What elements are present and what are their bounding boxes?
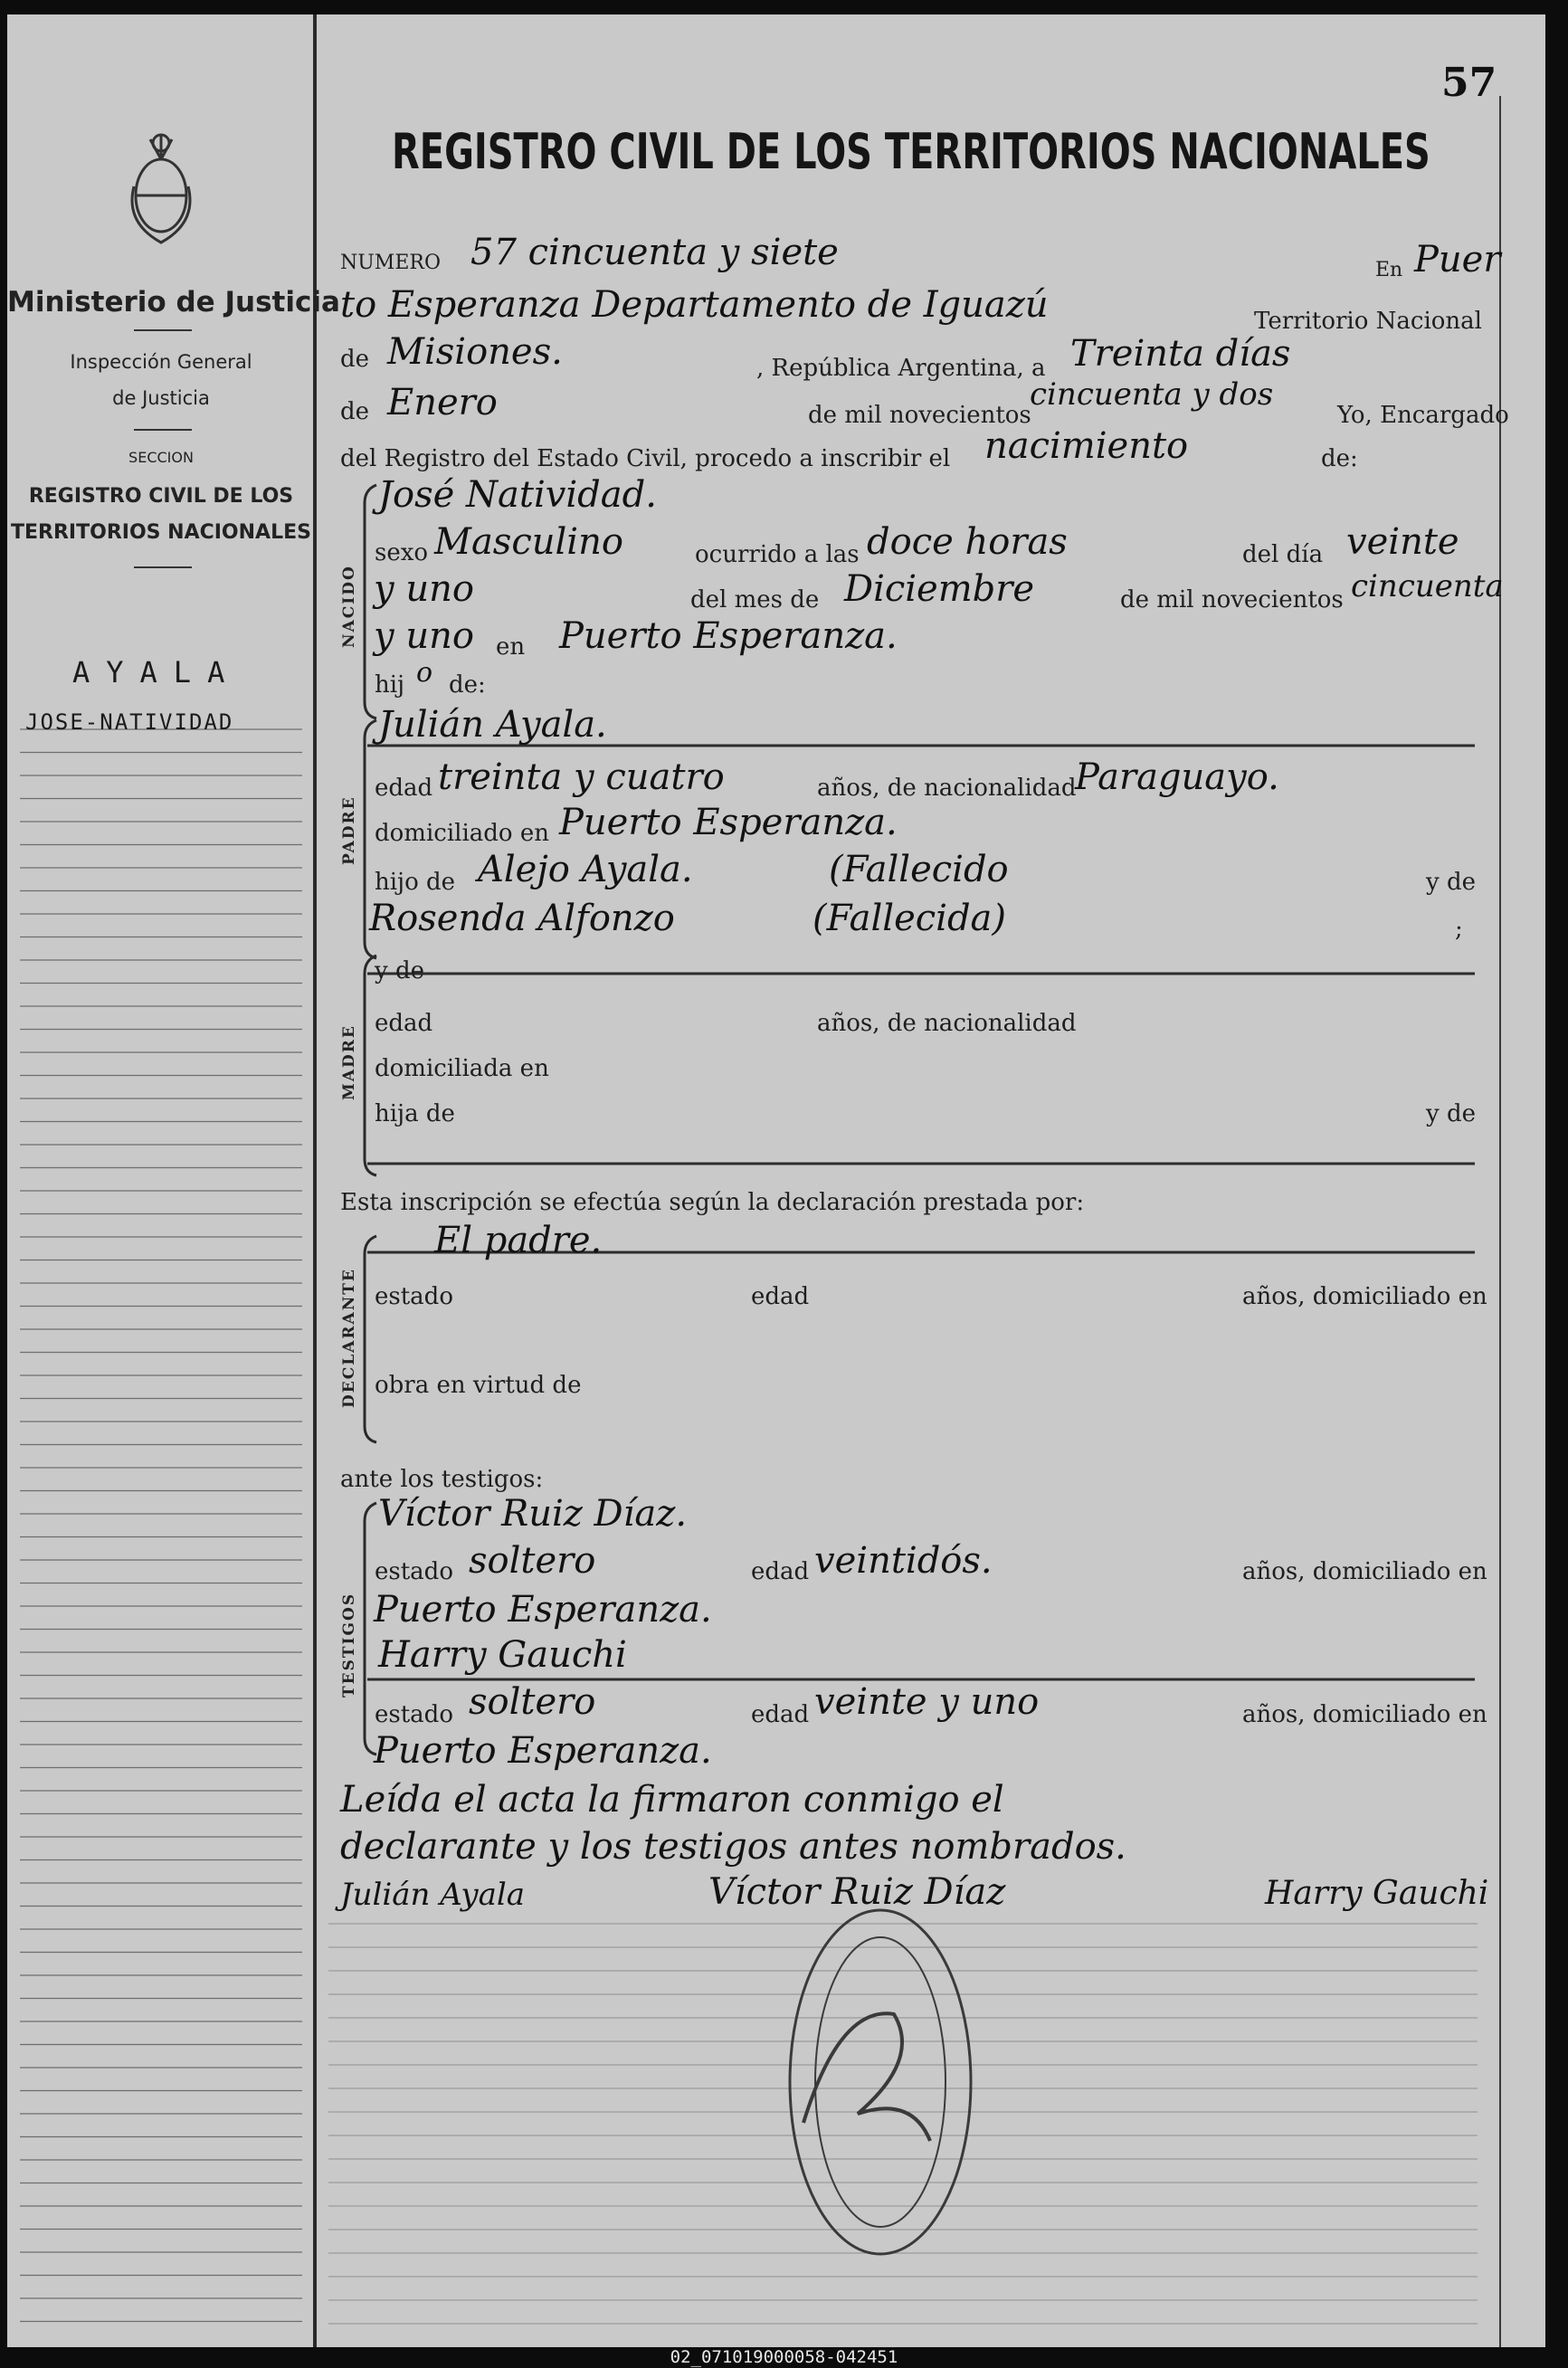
label-edad-t2: edad [751, 1701, 810, 1728]
section-label: SECCION [128, 449, 194, 466]
register-page [7, 14, 1545, 2347]
label-padre: PADRE [340, 795, 358, 865]
hw-month-birth: Diciembre [844, 568, 1035, 610]
label-edad-padre: edad [375, 775, 433, 802]
hw-witness2: Harry Gauchi [378, 1634, 627, 1676]
hw-sexo: Masculino [434, 521, 623, 563]
label-edad-decl: edad [751, 1283, 810, 1310]
label-anos-domic-t1: años, domiciliado en [1242, 1558, 1487, 1585]
label-ante-testigos: ante los testigos: [340, 1466, 544, 1493]
label-anos-nac-madre: años, de nacionalidad [817, 1010, 1077, 1037]
label-nacido: NACIDO [340, 565, 358, 648]
label-madre: MADRE [340, 1024, 358, 1100]
hw-witness2-estado: soltero [469, 1681, 596, 1723]
label-en: En [1375, 259, 1403, 281]
hw-father-mother-note: (Fallecida) [813, 898, 1007, 939]
hw-witness2-edad: veinte y uno [814, 1681, 1040, 1723]
hw-witness1-edad: veintidós. [814, 1540, 993, 1582]
label-domiciliado-padre: domiciliado en [375, 820, 549, 847]
label-del-dia: del día [1242, 541, 1324, 568]
label-sexo: sexo [375, 539, 429, 566]
inspection-line-2: de Justicia [112, 387, 210, 409]
hw-place-birth: Puerto Esperanza. [559, 615, 898, 657]
label-y-de-padre: y de [1426, 869, 1476, 896]
inspection-line-1: Inspección General [70, 351, 252, 373]
label-de-mil: de mil novecientos [808, 402, 1031, 429]
hw-closing-line-1: Leída el acta la firmaron conmigo el [340, 1779, 1004, 1821]
hw-year-birth: cincuenta [1351, 568, 1504, 604]
national-emblem-icon [132, 134, 190, 243]
page-number: 57 [1441, 60, 1497, 106]
index-surname: AYALA [72, 655, 242, 689]
registry-line-1: REGISTRO CIVIL DE LOS [28, 485, 294, 508]
hw-father-nat: Paraguayo. [1075, 756, 1279, 798]
hw-day: Treinta días [1070, 333, 1291, 375]
hw-territory: Misiones. [387, 331, 563, 373]
hw-year-birth-cont: y uno [374, 615, 474, 657]
label-semicolon: ; [1455, 916, 1463, 943]
label-de-2: de [340, 398, 370, 425]
index-given-names: JOSE-NATIVIDAD [25, 709, 234, 735]
hw-year: cincuenta y dos [1030, 376, 1274, 413]
label-domiciliada-en: domiciliada en [375, 1055, 549, 1082]
hw-father-mother: Rosenda Alfonzo [369, 898, 675, 939]
label-hijo-de: hijo de [375, 869, 456, 896]
hw-father-age: treinta y cuatro [438, 756, 725, 798]
hw-name: José Natividad. [378, 474, 657, 516]
label-territorio: Territorio Nacional [1254, 308, 1482, 335]
image-identifier: 02_071019000058-042451 [670, 2347, 898, 2367]
hw-witness1: Víctor Ruiz Díaz. [378, 1493, 688, 1535]
hw-declarant: El padre. [434, 1220, 603, 1261]
label-numero: NUMERO [340, 252, 441, 274]
label-del-mes: del mes de [690, 586, 820, 613]
label-del-registro: del Registro del Estado Civil, procedo a inscribir el [340, 445, 951, 472]
hw-day-birth-cont: y uno [374, 568, 474, 610]
label-republica: , República Argentina, a [756, 355, 1046, 382]
label-anos-nac-padre: años, de nacionalidad [817, 775, 1077, 802]
hw-hour: doce horas [867, 521, 1068, 563]
divider [134, 329, 192, 331]
label-testigos: TESTIGOS [340, 1592, 358, 1698]
ministry-name: Ministerio de Justicia [7, 286, 340, 319]
label-hija-de: hija de [375, 1100, 455, 1127]
hw-act: nacimiento [984, 425, 1189, 467]
label-y-de-madre-2: y de [1426, 1100, 1476, 1127]
hw-hij-suffix: o [416, 657, 433, 689]
hw-father-father: Alejo Ayala. [478, 849, 693, 890]
hw-father-dom: Puerto Esperanza. [559, 802, 898, 843]
registry-seal-icon [790, 1910, 971, 2254]
hw-closing-line-2: declarante y los testigos antes nombrados. [340, 1826, 1126, 1868]
label-hij: hij [375, 671, 405, 699]
divider [134, 429, 192, 431]
label-de-colon: de: [1321, 445, 1358, 472]
hw-day-birth: veinte [1346, 521, 1459, 563]
label-de-colon-2: de: [449, 671, 486, 699]
signature-witness-1: Víctor Ruiz Díaz [708, 1871, 1006, 1913]
label-edad-madre: edad [375, 1010, 433, 1037]
label-en-lower: en [496, 633, 526, 661]
label-edad-t1: edad [751, 1558, 810, 1585]
signature-witness-2: Harry Gauchi [1265, 1875, 1489, 1912]
hw-place: to Esperanza Departamento de Iguazú [340, 284, 1049, 326]
hw-witness1-estado: soltero [469, 1540, 596, 1582]
label-y-de-madre: y de [375, 957, 424, 984]
divider [134, 566, 192, 568]
label-estado-decl: estado [375, 1283, 453, 1310]
hw-father: Julián Ayala. [378, 704, 607, 746]
hw-witness1-dom: Puerto Esperanza. [374, 1589, 712, 1631]
signature-declarant: Julián Ayala [340, 1877, 526, 1913]
label-ocurrido: ocurrido a las [695, 541, 860, 568]
registry-line-2: TERRITORIOS NACIONALES [11, 521, 311, 544]
label-anos-domic-t2: años, domiciliado en [1242, 1701, 1487, 1728]
hw-witness2-dom: Puerto Esperanza. [374, 1730, 712, 1772]
label-de-mil-nov: de mil novecientos [1120, 586, 1344, 613]
hw-en: Puer [1414, 239, 1501, 281]
label-de-1: de [340, 346, 370, 373]
hw-month: Enero [387, 382, 498, 423]
page-title: REGISTRO CIVIL DE LOS TERRITORIOS NACIONALES [392, 123, 1430, 180]
hw-numero: 57 cincuenta y siete [470, 232, 839, 273]
label-obra: obra en virtud de [375, 1372, 582, 1399]
hw-father-father-note: (Fallecido [829, 849, 1009, 890]
label-anos-domic-decl: años, domiciliado en [1242, 1283, 1487, 1310]
label-yo-encargado: Yo, Encargado [1337, 402, 1509, 429]
label-estado-t1: estado [375, 1558, 453, 1585]
label-estado-t2: estado [375, 1701, 453, 1728]
label-declarante: DECLARANTE [340, 1268, 358, 1408]
label-inscripcion: Esta inscripción se efectúa según la declaración prestada por: [340, 1189, 1085, 1216]
